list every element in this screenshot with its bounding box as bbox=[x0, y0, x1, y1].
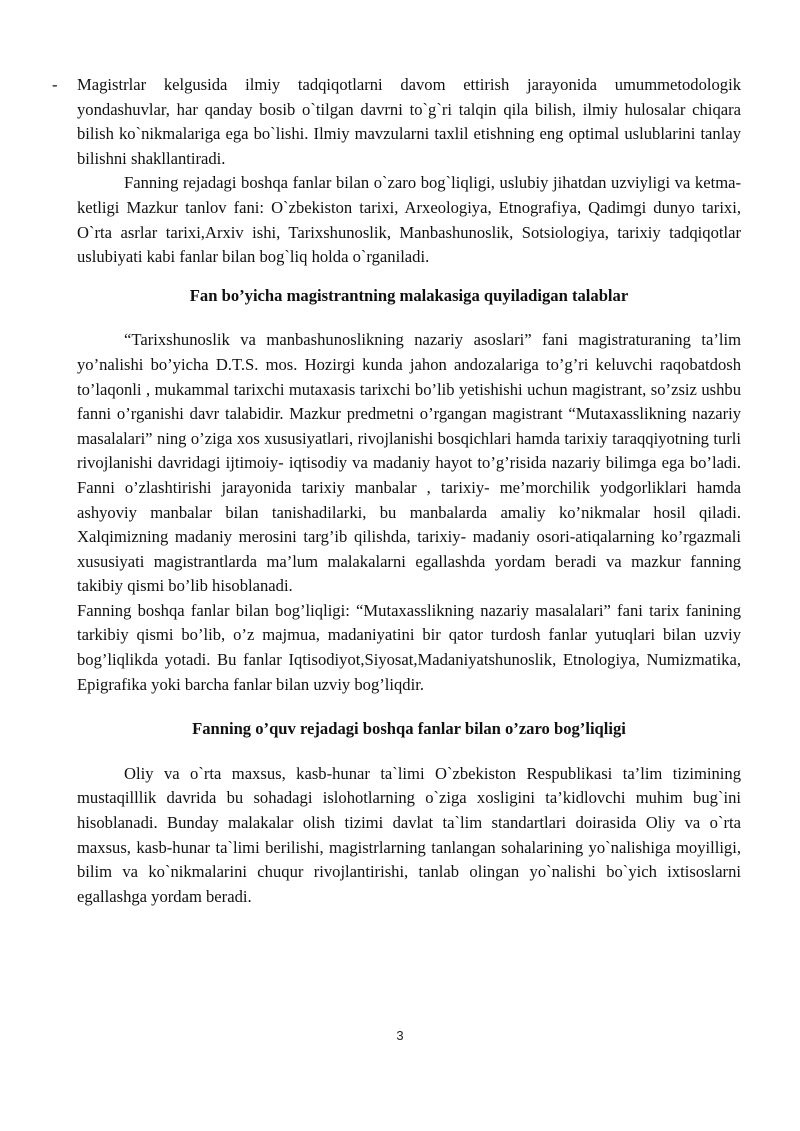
bullet-item bbox=[52, 73, 741, 171]
bullet-dash: - bbox=[52, 75, 58, 94]
section-heading-curriculum: Fanning o’quv rejadagi boshqa fanlar bilan o’zaro bog’liqligi bbox=[192, 719, 626, 739]
page-number: 3 bbox=[396, 1028, 404, 1043]
paragraph-interdisciplinary: Fanning rejadagi boshqa fanlar bilan o`zaro bog`liqligi, uslubiy jihatdan uzviyligi va ketma-ketligi Mazkur tanlov fani: O`zbekiston tarixi, Arxeologiya, Etnografiya, Qadimgi dunyo tarixi, O`rta asrlar tarixi,Arxiv ishi, Tarixshunoslik, Manbashunoslik, Sotsiologiya, tarixiy tadqiqotlar uslubiyati kabi fanlar bilan bog`liq holda o`rganiladi. bbox=[77, 173, 741, 267]
page-body bbox=[52, 73, 741, 909]
section-heading-requirements: Fan bo’yicha magistrantning malakasiga quyiladigan talablar bbox=[189, 285, 629, 305]
bullet-paragraph: Magistrlar kelgusida ilmiy tadqiqotlarni davom ettirish jarayonida umummetodologik yondashuvlar, har qanday bosib o`tilgan davrni to`g`ri talqin qila bilish, ilmiy hulosalar chiqara bilish ko`nikmalariga ega bo`lishi. Ilmiy mavzularni taxlil etishning eng optimal uslublarini tanlay bilishni shakllantiradi. bbox=[77, 75, 741, 168]
paragraph-relations: Fanning boshqa fanlar bilan bog’liqligi: “Mutaxasslikning nazariy masalalari” fani tarix fanining tarkibiy qismi bo’lib, o’z majmua, madaniyatini bir qator turdosh fanlar yutuqlari bilan uzviy bog’liqlikda yotadi. Bu fanlar Iqtisodiyot,Siyosat,Madaniyatshunoslik, Etnologiya, Numizmatika, Epigrafika yoki barcha fanlar bilan uzviy bog’liqdir. bbox=[77, 600, 741, 694]
paragraph-curriculum: Oliy va o`rta maxsus, kasb-hunar ta`limi O`zbekiston Respublikasi ta’lim tizimining mustaqilllik davrida bu sohadagi islohotlarning o`ziga xosligini ta’kidlovchi muhim bug`ini hisoblanadi. Bunday malakalar olish tizimi davlat ta`lim standartlari doirasida Oliy va o`rta maxsus, kasb-hunar ta`limi berilishi, magistrlarning tanlangan sohalarining yo`nalishiga moyilligi, bilim va ko`nikmalarini chuqur rivojlantirishi, tanlab olingan yo`nalishi bo`yich ixtisoslarni egallashga yordam beradi. bbox=[77, 763, 741, 906]
paragraph-requirements: “Tarixshunoslik va manbashunoslikning nazariy asoslari” fani magistraturaning ta’lim yo’nalishi bo’yicha D.T.S. mos. Hozirgi kunda jahon andozalariga to’g’ri keluvchi raqobatdosh to’laqonli , mukammal tarixchi mutaxasis tarixchi bo’lib yetishishi uchun magistrant, so’zsiz ushbu fanni o’rganishi davr talabidir. Mazkur predmetni o’rgangan magistrant “Mutaxasslikning nazariy masalalari” ning o’ziga xos xususiyatlari, rivojlanishi bosqichlari hamda tarixiy taraqqiyotning turli rivojlanishi davridagi ijtimoiy- iqtisodiy va madaniy hayot to’g’risida nazariy bilimga ega bo’ladi. Fanni o’zlashtirishi jarayonida tarixiy manbalar , tarixiy- me’morchilik yodgorliklari hamda ashyoviy manbalar bilan tanishadilarki, bu manbalarda amaliy ko’nikmalar hosil qiladi. Xalqimizning madaniy merosini targ’ib qilishda, tarixiy- madaniy osori-atiqalarning ko’rgazmali xususiyati magistrantlarda ma’lum malakalarni egallashda yordam beradi va mazkur fanning takibiy qismi bo’lib hisoblanadi. bbox=[77, 330, 741, 596]
